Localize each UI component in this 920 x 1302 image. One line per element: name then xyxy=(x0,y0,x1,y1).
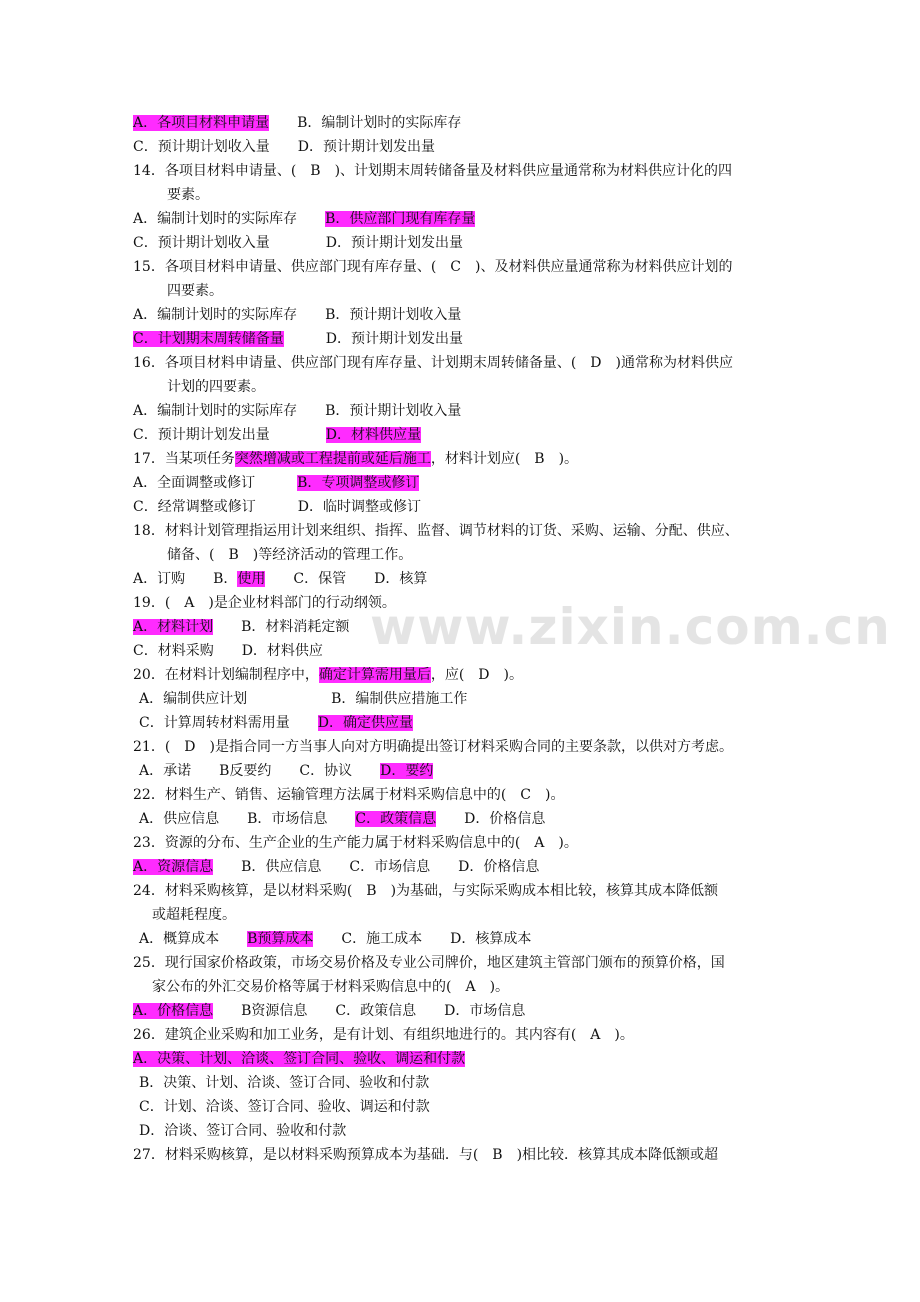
option-14-c: C．预计期计划收入量 xyxy=(133,235,270,251)
option-22-ab: A．供应信息 B．市场信息 xyxy=(139,811,356,827)
option-22-c: C．政策信息 xyxy=(355,811,437,827)
text-line xyxy=(133,1051,465,1068)
text-line xyxy=(139,1099,430,1116)
text-line xyxy=(133,355,733,372)
watermark: www.zixin.com.cn xyxy=(370,598,891,656)
text-line xyxy=(133,427,421,444)
option-15-a: A．编制计划时的实际库存 xyxy=(133,307,298,323)
question-23: 23．资源的分布、生产企业的生产能力属于材料采购信息中的( A )。 xyxy=(133,835,578,851)
question-14-cont: 要素。 xyxy=(167,187,209,203)
question-16-cont: 计划的四要素。 xyxy=(167,379,265,395)
question-27: 27．材料采购核算，是以材料采购预算成本为基础．与( B )相比较．核算其成本降低额或超 xyxy=(133,1147,719,1163)
question-18-cont: 储备、( B )等经济活动的管理工作。 xyxy=(167,547,413,563)
option-16-d: D．材料供应量 xyxy=(325,427,421,443)
option-15-d: D．预计期计划发出量 xyxy=(283,331,463,347)
option-26-c: C．计划、洽谈、签订合同、验收、调运和付款 xyxy=(139,1099,430,1115)
text-line xyxy=(167,283,223,300)
text-line xyxy=(133,619,349,636)
text-line xyxy=(133,643,323,660)
text-line xyxy=(133,883,718,900)
text-line xyxy=(133,787,564,804)
question-21: 21．( D )是指合同一方当事人向对方明确提出签订材料采购合同的主要条款，以供对方考虑。 xyxy=(133,739,733,755)
text-line xyxy=(133,1003,525,1020)
option-24-a: A．概算成本 xyxy=(139,931,248,947)
option-14-d: D．预计期计划发出量 xyxy=(269,235,463,251)
option-19-b: B．材料消耗定额 xyxy=(213,619,350,635)
text-line xyxy=(133,115,461,132)
text-line xyxy=(139,763,433,780)
option-18-a: A．订购 B． xyxy=(133,571,238,587)
option-17-a: A．全面调整或修订 xyxy=(133,475,256,491)
option-18-b: 使用 xyxy=(237,571,266,587)
text-line xyxy=(133,859,539,876)
text-line xyxy=(133,1027,634,1044)
question-14: 14．各项目材料申请量、( B )、计划期末周转储备量及材料供应量通常称为材料供应计化的四 xyxy=(133,163,733,179)
text-line xyxy=(133,499,421,516)
question-16: 16．各项目材料申请量、供应部门现有库存量、计划期末周转储备量、( D )通常称为材料供应 xyxy=(133,355,733,371)
text-line xyxy=(133,667,523,684)
text-line xyxy=(139,715,413,732)
text-line xyxy=(133,571,427,588)
question-20-end: ，应( D )。 xyxy=(430,667,523,683)
question-15: 15．各项目材料申请量、供应部门现有库存量、( C )、及材料供应量通常称为材料供应计划的 xyxy=(133,259,733,275)
question-25-cont: 家公布的外汇交易价格等属于材料采购信息中的( A )。 xyxy=(152,979,510,995)
option-13-a: A．各项目材料申请量 xyxy=(133,115,270,131)
option-23-bcd: B．供应信息 C．市场信息 D．价格信息 xyxy=(213,859,540,875)
text-line xyxy=(133,475,419,492)
question-26: 26．建筑企业采购和加工业务，是有计划、有组织地进行的。其内容有( A )。 xyxy=(133,1027,634,1043)
option-19-a: A．材料计划 xyxy=(133,619,214,635)
option-13-b: B．编制计划时的实际库存 xyxy=(269,115,462,131)
option-26-a: A．决策、计划、洽谈、签订合同、验收、调运和付款 xyxy=(133,1051,466,1067)
text-line xyxy=(133,955,725,972)
question-19: 19．( A )是企业材料部门的行动纲领。 xyxy=(133,595,396,611)
text-line xyxy=(133,1147,718,1164)
option-17-d: D．临时调整或修订 xyxy=(255,499,421,515)
text-line xyxy=(133,307,461,324)
text-line xyxy=(133,235,463,252)
text-line xyxy=(139,1123,346,1140)
text-line xyxy=(167,547,412,564)
text-line xyxy=(133,163,732,180)
option-16-c: C．预计期计划发出量 xyxy=(133,427,270,443)
text-line xyxy=(133,331,463,348)
option-17-c: C．经常调整或修订 xyxy=(133,499,256,515)
option-17-b: B．专项调整或修订 xyxy=(297,475,420,491)
option-14-a: A．编制计划时的实际库存 xyxy=(133,211,298,227)
text-line xyxy=(133,451,578,468)
spacer xyxy=(255,475,297,491)
text-line xyxy=(167,187,209,204)
option-24-cd: C．施工成本 D．核算成本 xyxy=(313,931,532,947)
question-24-cont: 或超耗程度。 xyxy=(152,907,236,923)
text-line xyxy=(167,379,265,396)
option-21-d: D．要约 xyxy=(380,763,434,779)
option-25-a: A．价格信息 xyxy=(133,1003,214,1019)
option-21-abc: A．承诺 B反要约 C．协议 xyxy=(139,763,381,779)
question-25: 25．现行国家价格政策，市场交易价格及专业公司牌价，地区建筑主管部门颁布的预算价格，国 xyxy=(133,955,725,971)
question-17-end: ，材料计划应( B )。 xyxy=(430,451,579,467)
text-line xyxy=(133,835,578,852)
option-16-a: A．编制计划时的实际库存 xyxy=(133,403,298,419)
text-line xyxy=(152,907,236,924)
question-24: 24．材料采购核算，是以材料采购( B )为基础，与实际采购成本相比较，核算其成本降低额 xyxy=(133,883,719,899)
question-18: 18．材料计划管理指运用计划来组织、指挥、监督、调节材料的订货、采购、运输、分配、供应、 xyxy=(133,523,739,539)
option-26-d: D．洽谈、签订合同、验收和付款 xyxy=(139,1123,347,1139)
text-line xyxy=(133,739,733,756)
option-13-c: C．预计期计划收入量 xyxy=(133,139,270,155)
question-22: 22．材料生产、销售、运输管理方法属于材料采购信息中的( C )。 xyxy=(133,787,565,803)
option-18-cd: C．保管 D．核算 xyxy=(265,571,428,587)
option-13-d: D．预计期计划发出量 xyxy=(269,139,435,155)
spacer xyxy=(297,211,325,227)
option-20-c: C．计算周转材料需用量 xyxy=(139,715,318,731)
text-line xyxy=(133,259,732,276)
text-line xyxy=(139,691,467,708)
spacer xyxy=(270,427,326,443)
question-17: 17．当某项任务 xyxy=(133,451,235,467)
text-line xyxy=(139,811,545,828)
option-20-d: D．确定供应量 xyxy=(317,715,413,731)
text-line xyxy=(152,979,509,996)
text-line xyxy=(139,1075,429,1092)
text-line xyxy=(133,139,435,156)
option-24-b: B预算成本 xyxy=(247,931,314,947)
text-line xyxy=(133,523,739,540)
text-line xyxy=(133,403,461,420)
option-22-d: D．价格信息 xyxy=(436,811,546,827)
question-17-highlight: 突然增减或工程提前或延后施工 xyxy=(234,451,431,467)
question-20: 20．在材料计划编制程序中， xyxy=(133,667,319,683)
option-26-b: B．决策、计划、洽谈、签订合同、验收和付款 xyxy=(139,1075,430,1091)
option-16-b: B．预计期计划收入量 xyxy=(297,403,462,419)
text-line xyxy=(133,211,475,228)
option-14-b: B．供应部门现有库存量 xyxy=(325,211,476,227)
option-23-a: A．资源信息 xyxy=(133,859,214,875)
option-19-cd: C．材料采购 D．材料供应 xyxy=(133,643,323,659)
question-20-highlight: 确定计算需用量后 xyxy=(318,667,431,683)
option-15-b: B．预计期计划收入量 xyxy=(297,307,462,323)
option-15-c: C．计划期末周转储备量 xyxy=(133,331,284,347)
text-line xyxy=(139,931,531,948)
question-15-cont: 四要素。 xyxy=(167,283,223,299)
text-line xyxy=(133,595,396,612)
option-20-ab: A．编制供应计划 B．编制供应措施工作 xyxy=(139,691,468,707)
option-25-bcd: B资源信息 C．政策信息 D．市场信息 xyxy=(213,1003,526,1019)
